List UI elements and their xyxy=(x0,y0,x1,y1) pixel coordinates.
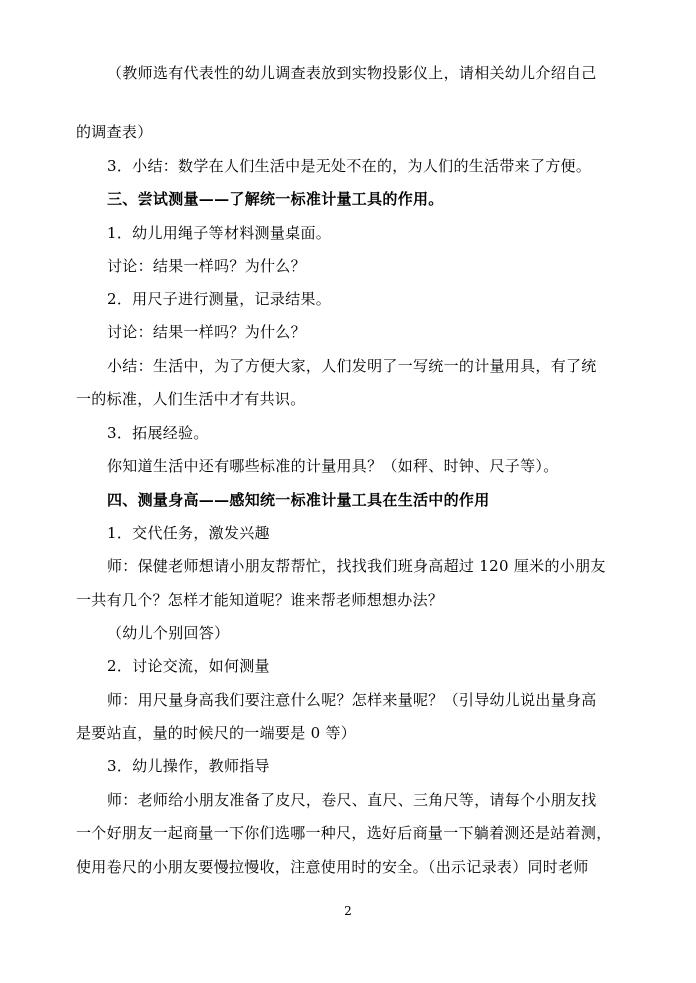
paragraph-line: 讨论：结果一样吗？为什么？ xyxy=(107,257,306,275)
paragraph-line: 2．用尺子进行测量，记录结果。 xyxy=(107,290,332,308)
paragraph-line: 的调查表） xyxy=(76,123,153,141)
section-heading: 四、测量身高——感知统一标准计量工具在生活中的作用 xyxy=(107,491,490,509)
paragraph-line: 1．交代任务，激发兴趣 xyxy=(107,524,270,542)
paragraph-line: 师：老师给小朋友准备了皮尺，卷尺、直尺、三角尺等，请每个小朋友找 xyxy=(107,791,597,809)
paragraph-line: 师：用尺量身高我们要注意什么呢？怎样来量呢？（引导幼儿说出量身高 xyxy=(107,691,597,709)
paragraph-line: 讨论：结果一样吗？为什么？ xyxy=(107,323,306,341)
paragraph-line: （幼儿个别回答） xyxy=(107,624,230,642)
paragraph-line: 3．幼儿操作，教师指导 xyxy=(107,757,270,775)
section-heading: 三、尝试测量——了解统一标准计量工具的作用。 xyxy=(107,190,444,208)
paragraph-line: 3．拓展经验。 xyxy=(107,424,209,442)
paragraph-line: 1．幼儿用绳子等材料测量桌面。 xyxy=(107,224,332,242)
paragraph-line: 使用卷尺的小朋友要慢拉慢收，注意使用时的安全。（出示记录表）同时老师 xyxy=(76,858,589,876)
paragraph-line: 你知道生活中还有哪些标准的计量用具？（如秤、时钟、尺子等）。 xyxy=(107,457,559,475)
paragraph-line: 是要站直，量的时候尺的一端要是 0 等） xyxy=(76,724,357,742)
paragraph-line: 一个好朋友一起商量一下你们选哪一种尺，选好后商量一下躺着测还是站着测， xyxy=(76,824,612,842)
paragraph-line: 2．讨论交流，如何测量 xyxy=(107,657,270,675)
paragraph-line: （教师选有代表性的幼儿调查表放到实物投影仪上，请相关幼儿介绍自己 xyxy=(107,64,597,82)
page-number: 2 xyxy=(344,904,352,918)
paragraph-line: 3．小结：数学在人们生活中是无处不在的，为人们的生活带来了方便。 xyxy=(107,157,592,175)
paragraph-line: 师：保健老师想请小朋友帮帮忙，找找我们班身高超过 120 厘米的小朋友 xyxy=(107,557,606,575)
paragraph-line: 小结：生活中，为了方便大家，人们发明了一写统一的计量用具，有了统 xyxy=(107,357,597,375)
paragraph-line: 一的标准，人们生活中才有共识。 xyxy=(76,390,306,408)
paragraph-line: 一共有几个？怎样才能知道呢？谁来帮老师想想办法？ xyxy=(76,591,444,609)
